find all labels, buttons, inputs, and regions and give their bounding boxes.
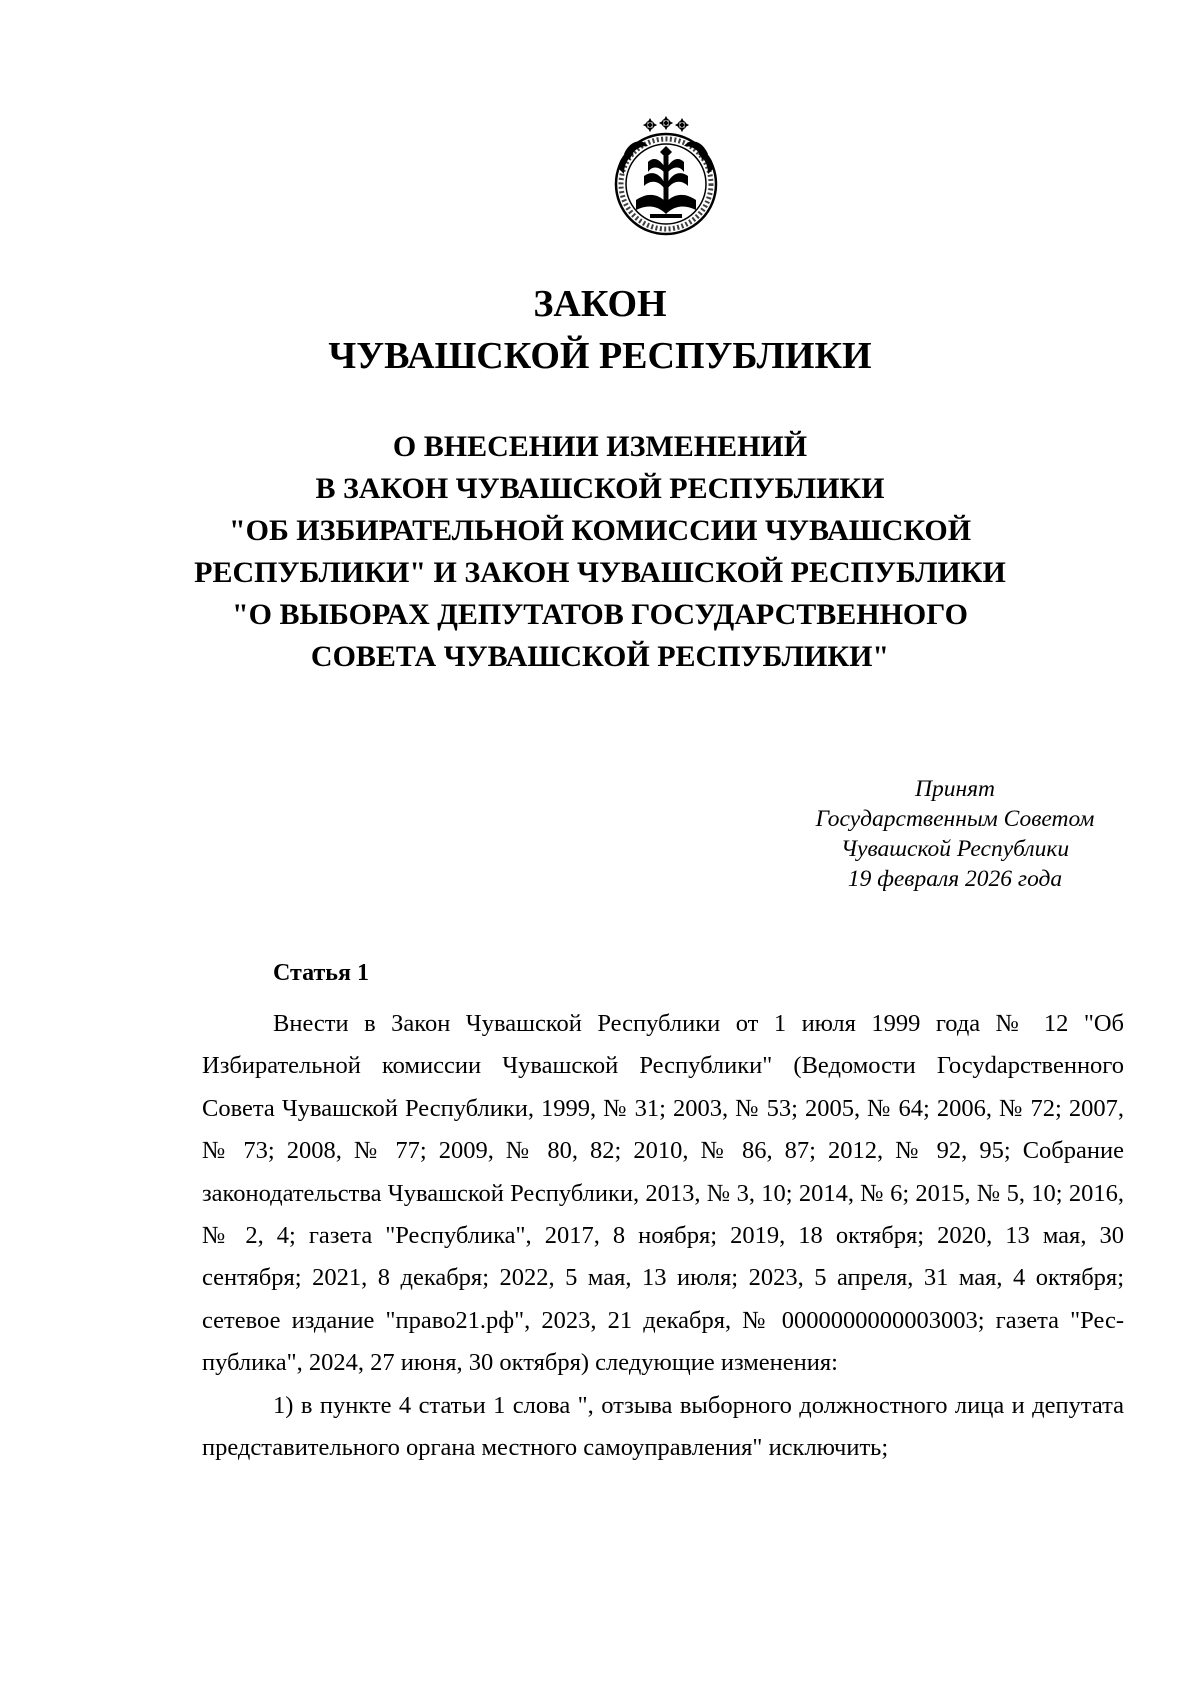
law-title-line: ЧУВАШСКОЙ РЕСПУБЛИКИ (328, 335, 872, 377)
chuvash-republic-coat-of-arms-icon (606, 116, 726, 238)
article-heading: Статья 1 (273, 960, 369, 986)
law-subject-line: "О ВЫБОРАХ ДЕПУТАТОВ ГОСУДАРСТВЕННОГО (232, 598, 968, 631)
article-intro-paragraph: Внести в Закон Чувашской Республики от 1 июля 1999 года № 12 "Об Избирательной комиссии Чувашской Республики" (Ведомости Госуdарственного Совета Чувашской Республики, 1999, № 31; 2003, № 53; 2005, № 64; 2006, № 72; 2007, № 73; 2008, № 77; 2009, № 80, 82; 2010, № 86, 87; 2012, № 92, 95; Собрание законодательства Чувашской Республики, 2013, № 3, 10; 2014, № 6; 2015, № 5, 10; 2016, № 2, 4; газета "Республика", 2017, 8 ноября; 2019, 18 октября; 2020, 13 мая, 30 сентября; 2021, 8 декабря; 2022, 5 мая, 13 июля; 2023, 5 апреля, 31 мая, 4 октября; сетевое издание "право21.рф", 2023, 21 декабря, № 0000000000003003; газета "Республика", 2024, 27 июня, 30 октября) следующие изменения: (202, 1010, 1124, 1377)
law-subject-line: "ОБ ИЗБИРАТЕЛЬНОЙ КОМИССИИ ЧУВАШСКОЙ (228, 514, 972, 547)
adoption-line: Государственным Советом (815, 806, 1095, 832)
adoption-date: 19 февраля 2026 года (847, 866, 1063, 892)
adoption-line: Принят (914, 776, 996, 802)
adoption-line: Чувашской Республики (840, 836, 1070, 862)
law-title (0, 278, 1200, 382)
law-subject-line: В ЗАКОН ЧУВАШСКОЙ РЕСПУБЛИКИ (315, 472, 885, 505)
law-subject-line: О ВНЕСЕНИИ ИЗМЕНЕНИЙ (392, 430, 808, 463)
law-subject-line: РЕСПУБЛИКИ" И ЗАКОН ЧУВАШСКОЙ РЕСПУБЛИКИ (194, 556, 1006, 589)
article-item-paragraph: 1) в пункте 4 статьи 1 слова ", отзыва выборного должностного лица и депутата представительного органа местного самоуправления" исключить; (202, 1391, 1124, 1462)
adoption-note (790, 774, 1120, 894)
article-body (202, 1003, 1124, 1469)
law-title-line: ЗАКОН (533, 283, 667, 325)
law-subject-line: СОВЕТА ЧУВАШСКОЙ РЕСПУБЛИКИ" (310, 640, 890, 673)
law-subject-heading (0, 426, 1200, 678)
